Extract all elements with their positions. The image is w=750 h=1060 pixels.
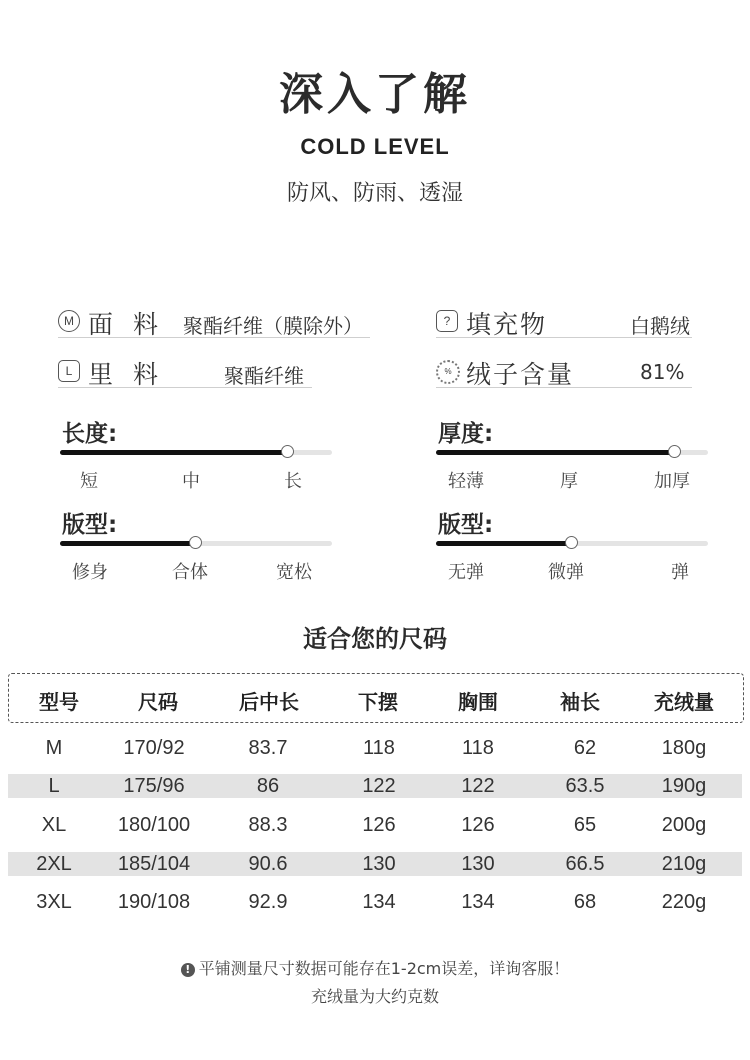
length-slider-knob — [281, 445, 294, 458]
measurement-note-text: 平铺测量尺寸数据可能存在1-2cm误差，详询客服！ — [198, 959, 570, 978]
thickness-slider-fill — [436, 450, 675, 455]
table-cell: 88.3 — [248, 814, 288, 836]
stretch-tick-slight: 微弹 — [548, 562, 584, 583]
header-back-length: 后中长 — [239, 690, 299, 714]
table-cell: 83.7 — [248, 737, 288, 759]
table-cell: 210g — [661, 853, 707, 875]
header-chest: 胸围 — [458, 690, 498, 714]
table-cell: 190g — [661, 775, 707, 797]
fit-slider-title: 版型: — [62, 512, 118, 538]
spec-lining-value: 聚酯纤维 — [224, 364, 304, 388]
table-cell: 134 — [461, 891, 495, 913]
spec-filling-label: 填充物 — [466, 310, 548, 339]
measurement-note — [0, 956, 750, 979]
spec-lining-label: 里 料 — [88, 360, 164, 389]
table-cell: 118 — [363, 737, 395, 759]
table-cell: L — [48, 775, 60, 797]
feature-tagline: 防风、防雨、透湿 — [286, 181, 463, 206]
table-cell: 68 — [573, 891, 597, 913]
table-cell: 90.6 — [248, 853, 288, 875]
stretch-slider-title: 版型: — [438, 512, 494, 538]
table-cell: 65 — [573, 814, 597, 836]
stretch-tick-none: 无弹 — [448, 562, 484, 583]
table-cell: 175/96 — [123, 775, 185, 797]
spec-fabric — [58, 307, 370, 338]
thickness-tick-extra-thick: 加厚 — [654, 471, 690, 492]
table-cell: 2XL — [36, 853, 72, 875]
length-slider-title: 长度: — [62, 421, 118, 447]
cold-level-subtitle: COLD LEVEL — [300, 134, 450, 159]
table-cell: 122 — [461, 775, 495, 797]
table-cell: 180/100 — [117, 814, 191, 836]
header-fill-weight: 充绒量 — [654, 690, 714, 714]
size-table-title: 适合您的尺码 — [303, 625, 447, 653]
header-model: 型号 — [39, 690, 79, 714]
stretch-slider-fill — [436, 541, 572, 546]
table-cell: 126 — [362, 814, 396, 836]
table-cell: 86 — [256, 775, 280, 797]
fit-tick-regular: 合体 — [172, 562, 208, 583]
thickness-slider — [436, 450, 708, 455]
stretch-slider — [436, 541, 708, 546]
length-tick-short: 短 — [80, 471, 98, 492]
table-cell: 130 — [461, 853, 495, 875]
table-cell: 220g — [661, 891, 707, 913]
table-cell: 170/92 — [123, 737, 185, 759]
thickness-tick-thick: 厚 — [560, 471, 578, 492]
table-cell: 180g — [661, 737, 707, 759]
fit-slider — [60, 541, 332, 546]
table-cell: 134 — [362, 891, 396, 913]
length-slider-fill — [60, 450, 288, 455]
table-cell: 122 — [362, 775, 396, 797]
length-tick-medium: 中 — [182, 471, 200, 492]
thickness-tick-thin: 轻薄 — [448, 471, 484, 492]
header-size: 尺码 — [138, 690, 178, 714]
table-cell: 63.5 — [565, 775, 605, 797]
l-badge-icon: L — [58, 360, 80, 382]
spec-filling — [436, 307, 692, 338]
table-cell: XL — [41, 814, 67, 836]
spec-fabric-value: 聚酯纤维（膜除外） — [183, 314, 363, 338]
table-cell: 66.5 — [565, 853, 605, 875]
fill-weight-note: 充绒量为大约克数 — [310, 987, 439, 1006]
table-cell: 3XL — [36, 891, 72, 913]
fit-slider-knob — [189, 536, 202, 549]
table-cell: M — [45, 737, 63, 759]
header-hem: 下摆 — [358, 690, 398, 714]
spec-fabric-label: 面 料 — [88, 310, 164, 339]
length-slider — [60, 450, 332, 455]
fit-slider-fill — [60, 541, 196, 546]
header-sleeve: 袖长 — [560, 690, 600, 714]
table-cell: 92.9 — [248, 891, 288, 913]
spec-lining — [58, 357, 312, 388]
length-tick-long: 长 — [284, 471, 302, 492]
percent-dots-icon: % — [436, 360, 460, 384]
stretch-slider-knob — [565, 536, 578, 549]
table-cell: 185/104 — [117, 853, 191, 875]
page-title: 深入了解 — [279, 69, 471, 120]
thickness-slider-knob — [668, 445, 681, 458]
fit-tick-loose: 宽松 — [276, 562, 312, 583]
spec-filling-value: 白鹅绒 — [630, 314, 690, 338]
spec-down-label: 绒子含量 — [466, 360, 575, 389]
table-cell: 130 — [362, 853, 396, 875]
table-cell: 62 — [573, 737, 597, 759]
m-badge-icon: M — [58, 310, 80, 332]
table-cell: 126 — [461, 814, 495, 836]
stretch-tick-stretch: 弹 — [671, 562, 689, 583]
table-cell: 200g — [661, 814, 707, 836]
spec-down-value: 81% — [640, 360, 685, 384]
thickness-slider-title: 厚度: — [438, 421, 494, 447]
table-cell: 118 — [462, 737, 494, 759]
spec-down-content — [436, 357, 692, 388]
question-badge-icon: ? — [436, 310, 458, 332]
table-cell: 190/108 — [117, 891, 191, 913]
exclamation-icon: ! — [181, 963, 195, 977]
fit-tick-slim: 修身 — [72, 562, 108, 583]
